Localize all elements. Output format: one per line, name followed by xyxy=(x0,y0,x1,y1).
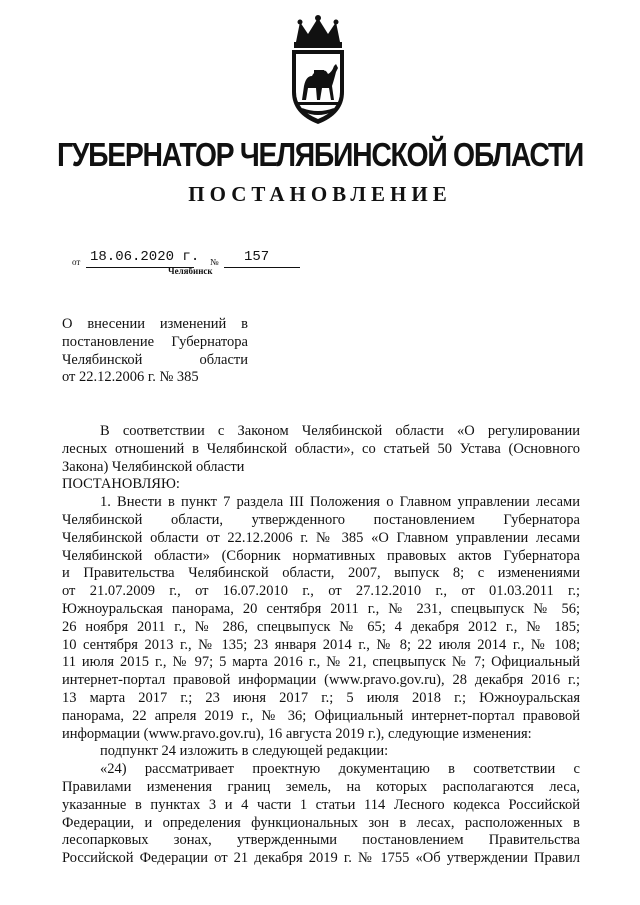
subject-line: постановление Губернатора xyxy=(62,333,248,350)
body-line: Челябинской области» (Сборник нормативных правовых актов Губернатора xyxy=(62,547,580,564)
from-label: от xyxy=(72,257,81,267)
body-line: В соответствии с Законом Челябинской области «О регулировании xyxy=(100,423,580,439)
body-line: «24) рассматривает проектную документацию в соответствии с xyxy=(100,761,580,778)
body-line: от 21.07.2009 г., от 16.07.2010 г., от 27.12.2010 г., от 01.03.2011 г.; xyxy=(62,583,580,600)
registration-line xyxy=(72,251,372,271)
number-label: № xyxy=(210,257,219,267)
city-label: Челябинск xyxy=(168,266,213,276)
subject-line: О внесении изменений в xyxy=(62,316,248,332)
body-line: подпункт 24 изложить в следующей редакции: xyxy=(100,743,389,760)
coat-of-arms-icon xyxy=(276,14,360,126)
body-line: Федерации, и определения функциональных зон в лесах, расположенных в xyxy=(62,814,580,831)
organization-title: ГУБЕРНАТОР ЧЕЛЯБИНСКОЙ ОБЛАСТИ xyxy=(56,136,584,173)
number-underline xyxy=(224,267,300,268)
subject-line: Челябинской области xyxy=(62,351,248,368)
subject-line: от 22.12.2006 г. № 385 xyxy=(62,369,199,386)
resolution-heading: ПОСТАНОВЛЯЮ: xyxy=(62,476,180,493)
body-line: Закона) Челябинской области xyxy=(62,458,245,475)
body-line: 26 ноября 2011 г., № 286, спецвыпуск № 65; 4 декабря 2012 г., № 185; xyxy=(62,618,580,635)
document-date: 18.06.2020 г. xyxy=(90,249,200,265)
document-number: 157 xyxy=(244,249,270,265)
body-line: 10 сентября 2013 г., № 135; 23 января 2014 г., № 8; 22 июля 2014 г., № 108; xyxy=(62,636,580,653)
body-line: лесных отношений в Челябинской области», со статьей 50 Устава (Основного xyxy=(62,440,580,457)
document-type: ПОСТАНОВЛЕНИЕ xyxy=(188,182,452,206)
body-line: Правилами изменения границ земель, на которых располагаются леса, xyxy=(62,778,580,795)
body-line: Челябинской области от 22.12.2006 г. № 385 «О Главном управлении лесами xyxy=(62,529,580,546)
body-line: указанные в пунктах 3 и 4 части 1 статьи 114 Лесного кодекса Российской xyxy=(62,796,580,813)
body-line: и Правительства Челябинской области, 2007, выпуск 8; с изменениями xyxy=(62,565,580,582)
body-line: 11 июля 2015 г., № 97; 5 марта 2016 г., № 21, спецвыпуск № 7; Официальный xyxy=(62,654,580,671)
document-body xyxy=(62,423,580,868)
body-line: 1. Внести в пункт 7 раздела III Положения о Главном управлении лесами xyxy=(100,494,580,511)
document-subject xyxy=(62,316,248,387)
body-line: 13 марта 2017 г.; 23 июня 2017 г.; 5 июля 2018 г.; Южноуральская xyxy=(62,689,580,706)
body-line: Южноуральская панорама, 20 сентября 2011 г., № 231, спецвыпуск № 56; xyxy=(62,600,580,617)
body-line: информации (www.pravo.gov.ru), 16 августа 2019 г.), следующие изменения: xyxy=(62,725,532,742)
body-line: панорама, 22 апреля 2019 г., № 36; Официальный интернет-портал правовой xyxy=(62,707,580,724)
body-line: Челябинской области, утвержденного постановлением Губернатора xyxy=(62,511,580,528)
body-line: лесопарковых зонах, утвержденными постановлением Правительства xyxy=(62,832,580,849)
body-line: Российской Федерации от 21 декабря 2019 г. № 1755 «Об утверждении Правил xyxy=(62,850,580,867)
body-line: интернет-портал правовой информации (www.pravo.gov.ru), 28 декабря 2016 г.; xyxy=(62,672,580,689)
